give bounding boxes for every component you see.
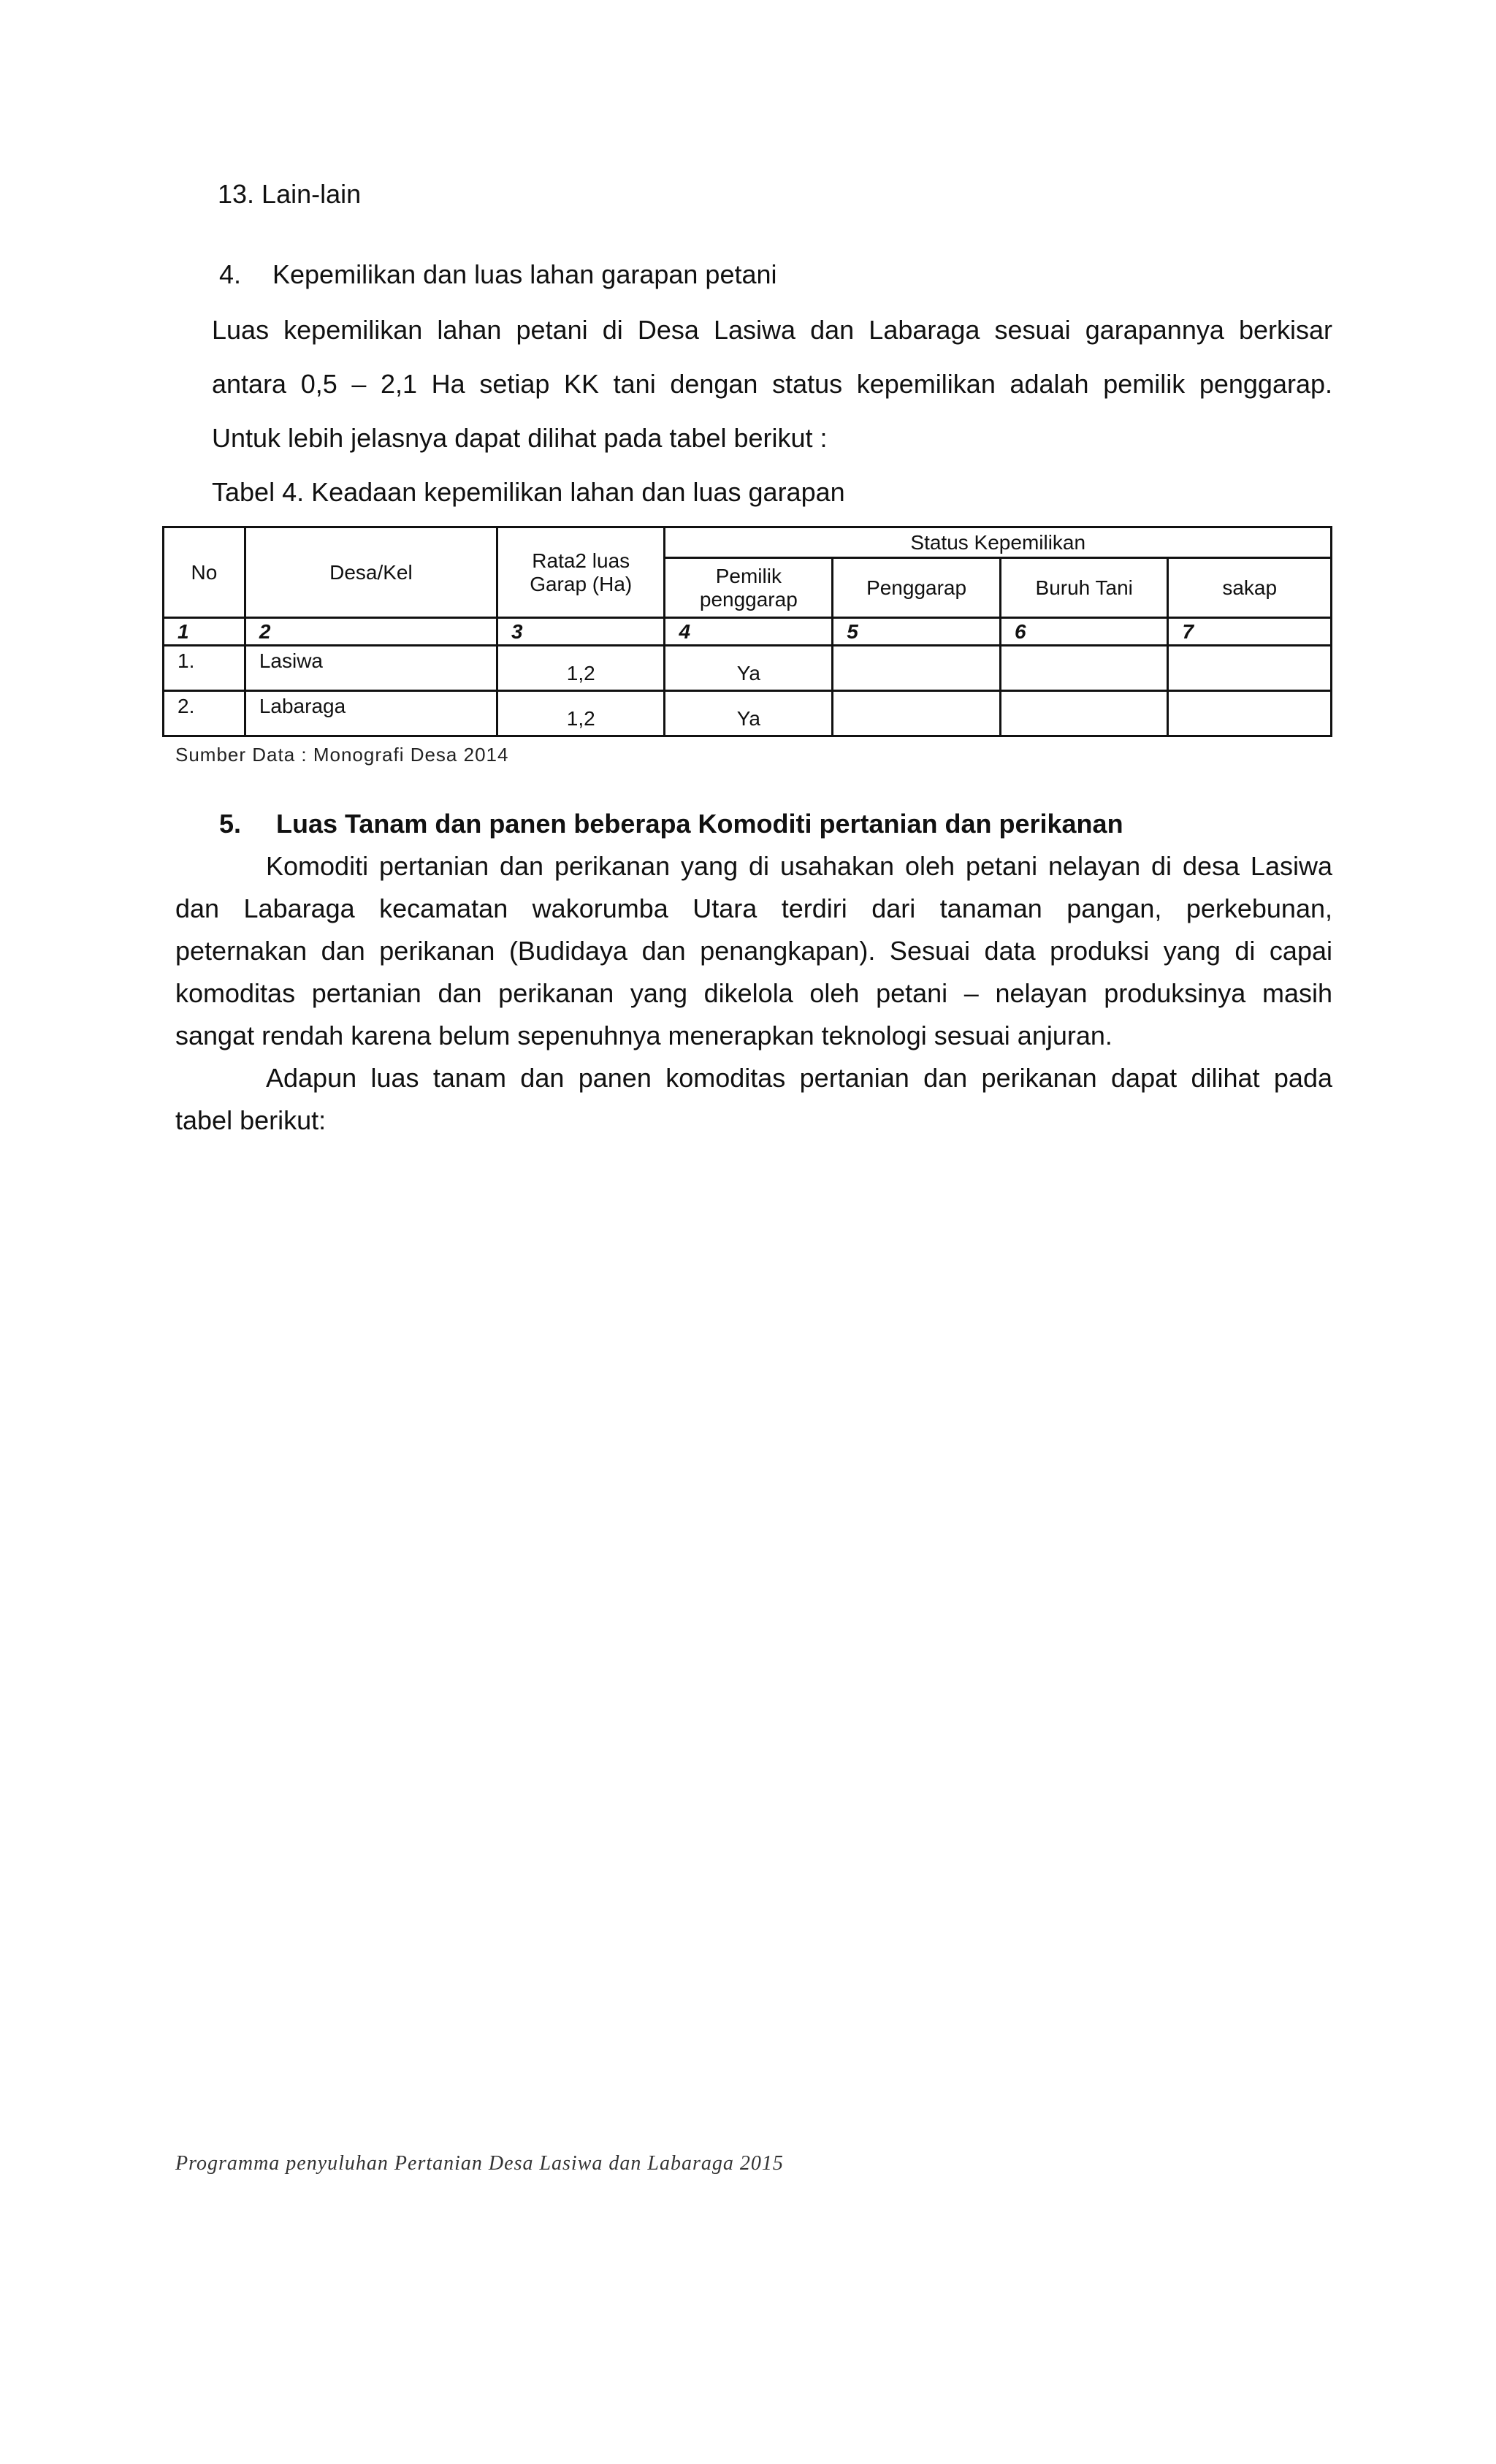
row-desa: Labaraga [245,691,497,736]
section-5-number: 5. [219,809,242,839]
row-luas: 1,2 [497,691,664,736]
table-row [164,691,1332,736]
section-5-paragraph-line: tabel berikut: [175,1105,327,1135]
column-number: 6 [1000,618,1167,646]
row-luas: 1,2 [497,646,664,691]
header-pemilik [665,558,833,618]
header-penggarap: Penggarap [833,558,1001,618]
column-number: 1 [164,618,245,646]
header-status: Status Kepemilikan [665,527,1332,558]
table-caption: Tabel 4. Keadaan kepemilikan lahan dan luas garapan [212,477,845,507]
row-pemilik: Ya [665,646,833,691]
row-buruh [1000,646,1167,691]
row-sakap [1168,646,1332,691]
section-5-paragraph-line: komoditas pertanian dan perikanan yang dikelola oleh petani – nelayan produksinya masih [175,978,1332,1008]
header-rata2 [497,527,664,618]
row-pemilik: Ya [665,691,833,736]
header-no: No [164,527,245,618]
section-5-paragraph-line: peternakan dan perikanan (Budidaya dan penangkapan). Sesuai data produksi yang di capai [175,936,1332,966]
list-item-13: 13. Lain-lain [218,179,362,209]
section-5-paragraph-line: Komoditi pertanian dan perikanan yang di usahakan oleh petani nelayan di desa Lasiwa [266,851,1332,881]
section-4-paragraph-line: antara 0,5 – 2,1 Ha setiap KK tani dengan status kepemilikan adalah pemilik penggarap. [212,369,1332,399]
header-pemilik-line1: Pemilik [715,564,782,587]
section-5-title: Luas Tanam dan panen beberapa Komoditi pertanian dan perikanan [276,809,1123,839]
row-penggarap [833,691,1001,736]
column-number: 2 [245,618,497,646]
header-pemilik-line2: penggarap [699,587,798,611]
section-4-paragraph-line: Untuk lebih jelasnya dapat dilihat pada tabel berikut : [212,423,828,453]
section-5-paragraph-line: sangat rendah karena belum sepenuhnya menerapkan teknologi sesuai anjuran. [175,1021,1113,1050]
section-4-paragraph-line: Luas kepemilikan lahan petani di Desa Lasiwa dan Labaraga sesuai garapannya berkisar [212,315,1332,345]
section-4-number: 4. [219,259,242,289]
column-number: 7 [1168,618,1332,646]
header-desa: Desa/Kel [245,527,497,618]
table-row [164,646,1332,691]
page-footer: Programma penyuluhan Pertanian Desa Lasiwa dan Labaraga 2015 [175,2152,784,2175]
row-desa: Lasiwa [245,646,497,691]
row-sakap [1168,691,1332,736]
column-number: 4 [665,618,833,646]
row-no: 1. [164,646,245,691]
header-rata2-line2: Garap (Ha) [530,572,633,595]
header-rata2-line1: Rata2 luas [532,549,630,572]
section-4-title: Kepemilikan dan luas lahan garapan petani [272,259,777,289]
column-number: 5 [833,618,1001,646]
land-ownership-table [162,526,1332,737]
header-buruh-tani: Buruh Tani [1000,558,1167,618]
header-sakap: sakap [1168,558,1332,618]
row-penggarap [833,646,1001,691]
column-number: 3 [497,618,664,646]
row-buruh [1000,691,1167,736]
table-source: Sumber Data : Monografi Desa 2014 [175,744,509,766]
section-5-paragraph-line: Adapun luas tanam dan panen komoditas pertanian dan perikanan dapat dilihat pada [266,1063,1332,1093]
section-5-paragraph-line: dan Labaraga kecamatan wakorumba Utara terdiri dari tanaman pangan, perkebunan, [175,893,1332,923]
row-no: 2. [164,691,245,736]
